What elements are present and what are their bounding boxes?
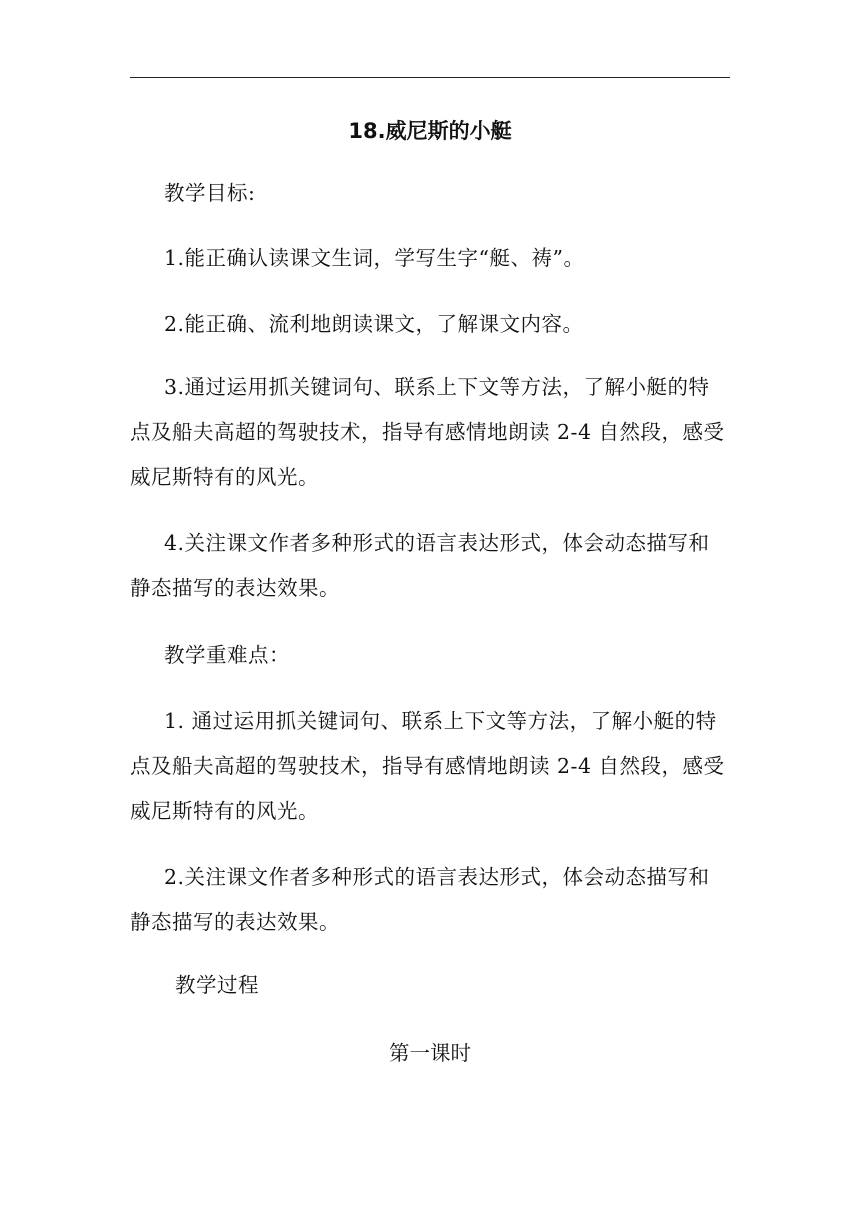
goals-heading: 教学目标: xyxy=(164,181,256,205)
goal-item-4-line-2: 静态描写的表达效果。 xyxy=(130,576,340,600)
process-heading: 教学过程 xyxy=(175,973,259,997)
keypoint-item-2-line-2: 静态描写的表达效果。 xyxy=(130,910,340,934)
keypoint-item-1-line-2: 点及船夫高超的驾驶技术，指导有感情地朗读 2-4 自然段，感受 xyxy=(130,754,725,778)
goal-item-2: 2.能正确、流利地朗读课文，了解课文内容。 xyxy=(164,312,584,336)
keypoints-heading: 教学重难点： xyxy=(164,643,290,667)
goal-item-3-line-3: 威尼斯特有的风光。 xyxy=(130,465,319,489)
keypoint-item-2-line-1: 2.关注课文作者多种形式的语言表达形式，体会动态描写和 xyxy=(164,865,710,889)
goal-item-1: 1.能正确认读课文生词，学写生字“艇、祷”。 xyxy=(164,246,585,270)
goal-item-3-line-2: 点及船夫高超的驾驶技术，指导有感情地朗读 2-4 自然段，感受 xyxy=(130,420,725,444)
lesson-label: 第一课时 xyxy=(389,1041,471,1065)
goal-item-3-line-1: 3.通过运用抓关键词句、联系上下文等方法，了解小艇的特 xyxy=(164,375,710,399)
keypoint-item-1-line-3: 威尼斯特有的风光。 xyxy=(130,799,319,823)
header-rule xyxy=(130,77,730,78)
keypoint-item-1-line-1: 1. 通过运用抓关键词句、联系上下文等方法，了解小艇的特 xyxy=(164,709,717,733)
document-title: 18.威尼斯的小艇 xyxy=(348,119,512,143)
goal-item-4-line-1: 4.关注课文作者多种形式的语言表达形式，体会动态描写和 xyxy=(164,531,710,555)
